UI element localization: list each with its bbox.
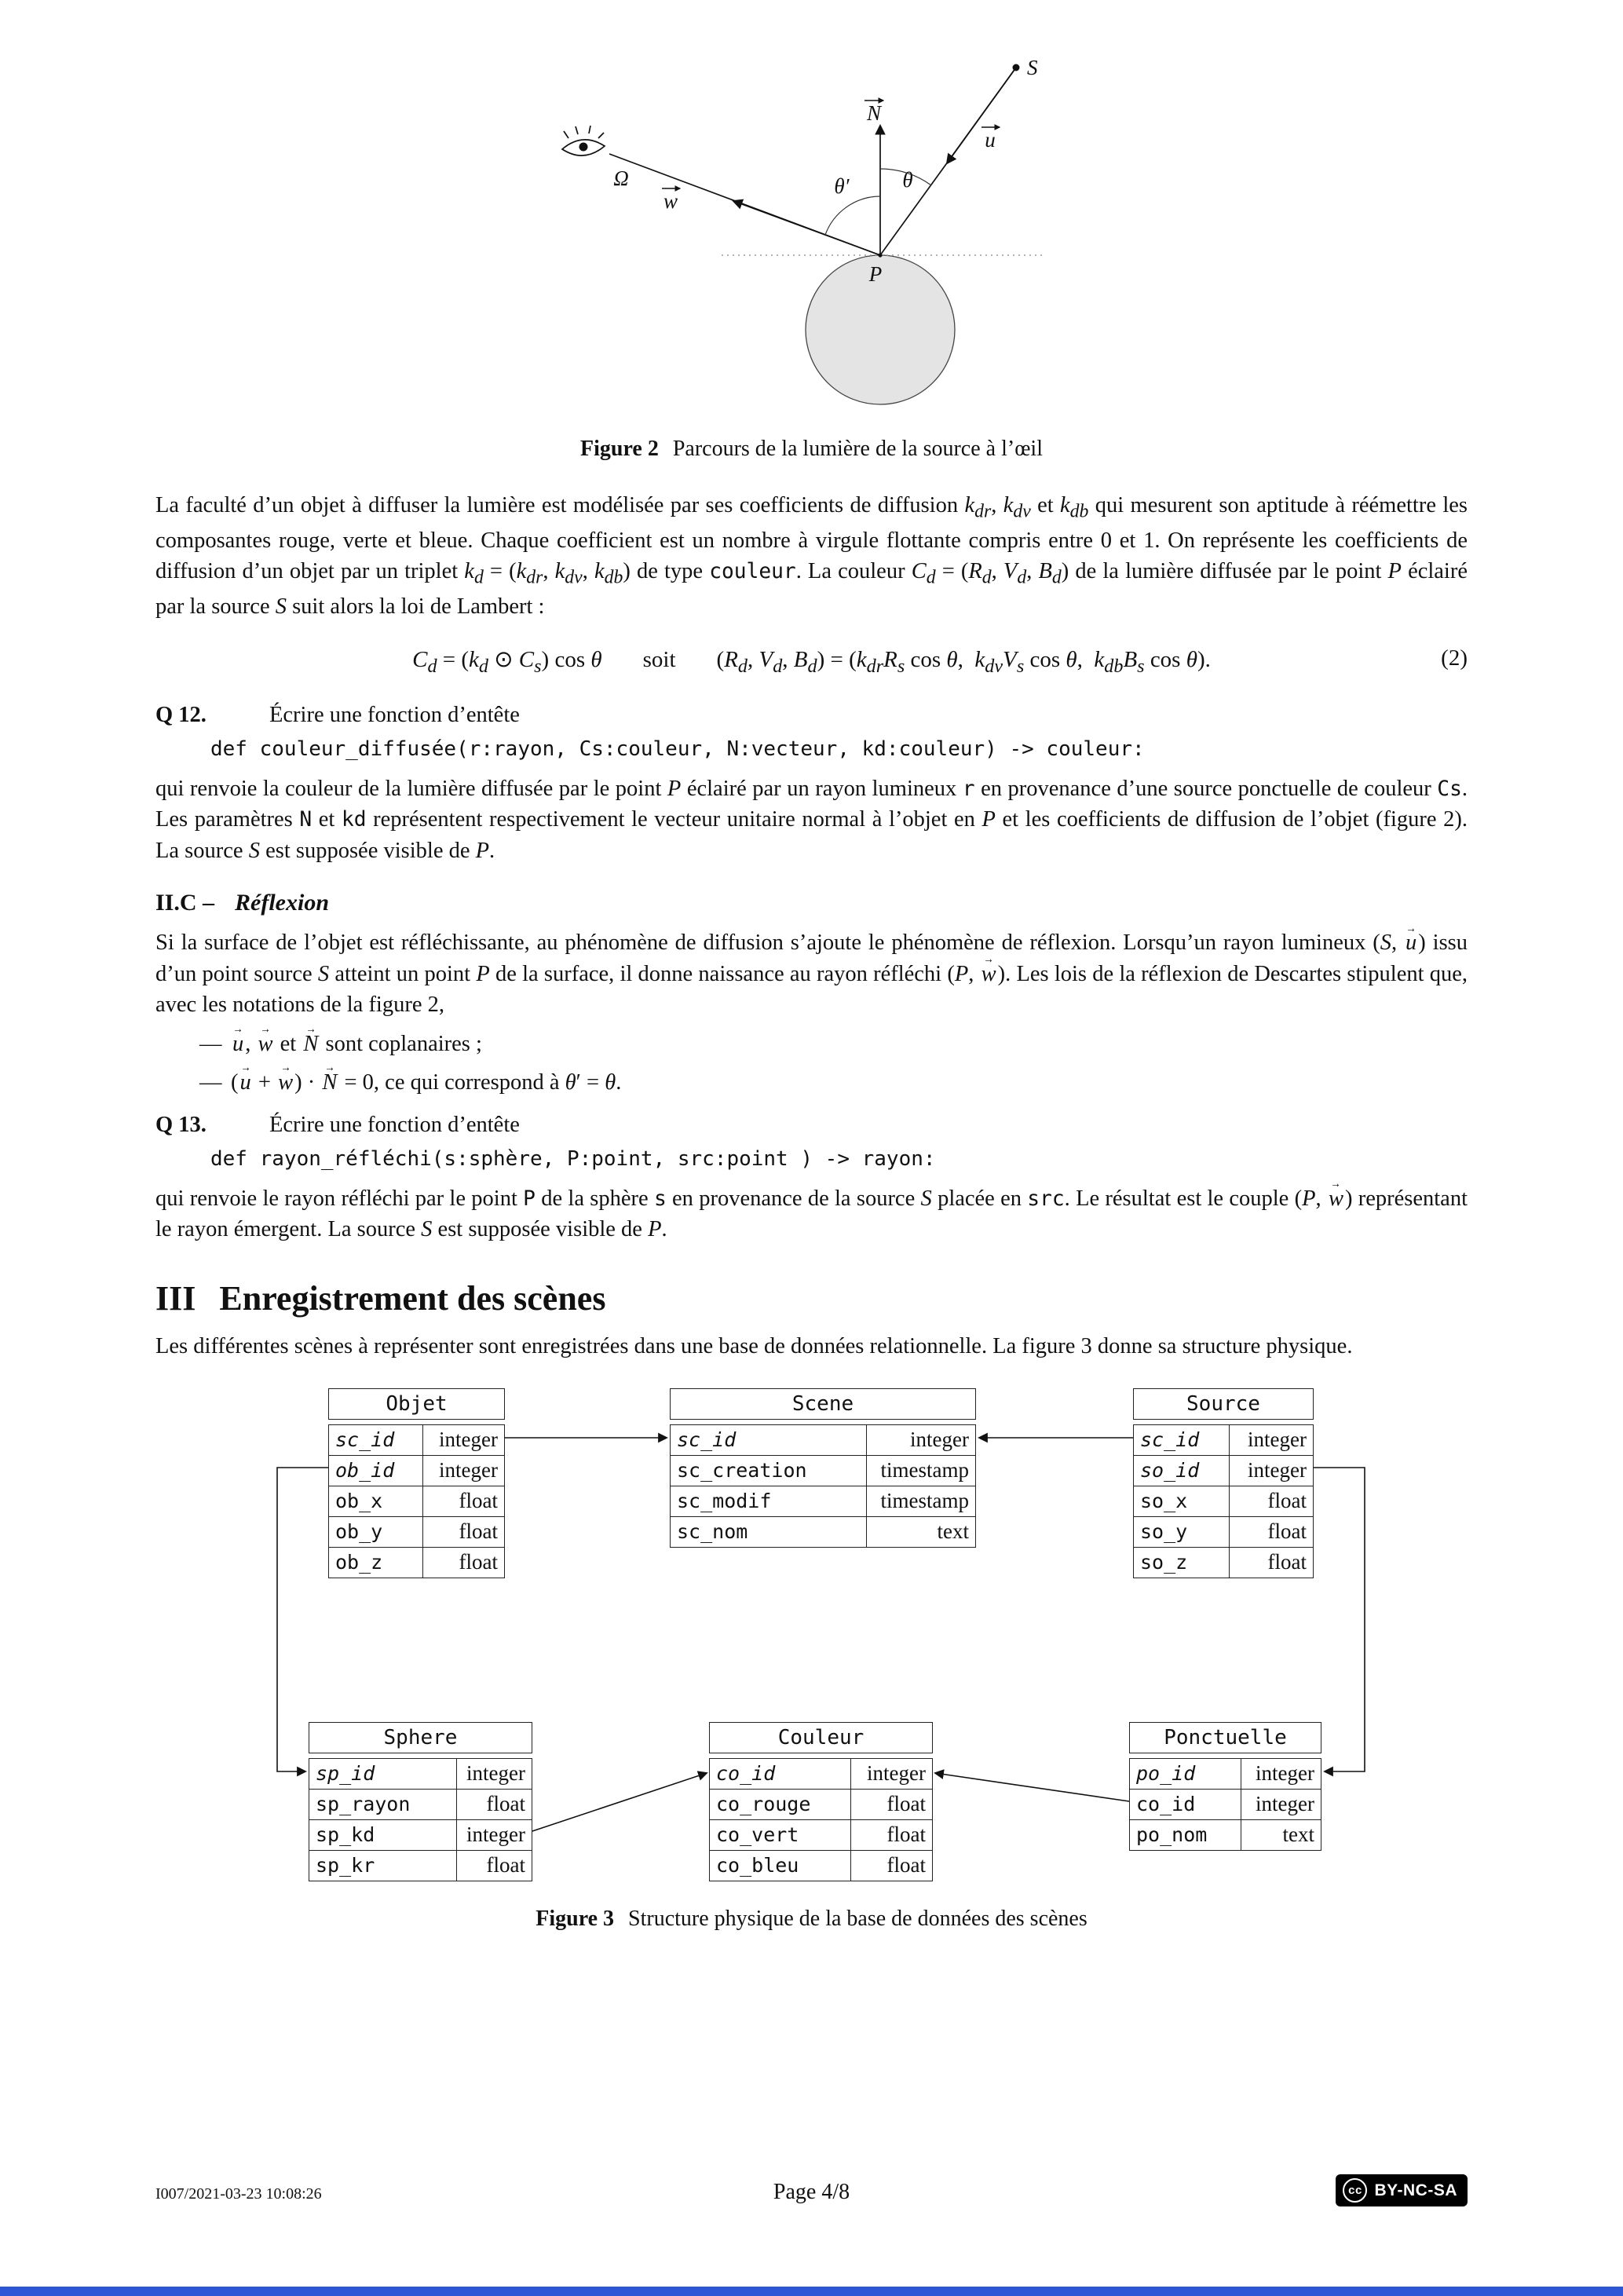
column-name: so_y	[1134, 1517, 1230, 1547]
link-ponctuelle-couleur	[935, 1773, 1129, 1801]
eye-icon	[562, 126, 605, 155]
point-p-dot	[878, 253, 882, 257]
equation-number: (2)	[1441, 645, 1468, 671]
column-type: integer	[1248, 1458, 1307, 1483]
question-13-lead: Écrire une fonction d’entête	[269, 1112, 520, 1137]
figure3-caption	[155, 1907, 1468, 1932]
section-iii-title: Enregistrement des scènes	[219, 1278, 606, 1318]
column-name: sp_id	[309, 1759, 457, 1789]
column-type: integer	[867, 1761, 926, 1786]
equation-body: $C_d = (k_d$ ⊙ $C_s$) cos θ soit ($R_d$, $V_d$, $B_d) = (k_{dr}R_s$ cos θ, $k_{dv}V_s$ cos θ, $k_{db}B_s$ cos θ).	[412, 647, 1211, 677]
cc-license-text: BY-NC-SA	[1374, 2181, 1457, 2199]
figure2-caption	[155, 437, 1468, 462]
cc-license-badge	[1336, 2174, 1468, 2206]
question-12-label: Q 12.	[155, 702, 207, 727]
question-13	[155, 1113, 1468, 1138]
figure2	[545, 38, 1079, 430]
table-row	[1130, 1789, 1321, 1819]
theta-prime-arc	[825, 196, 880, 235]
table-row	[329, 1425, 504, 1455]
table-row	[329, 1516, 504, 1547]
table-scene	[670, 1388, 976, 1548]
column-type: integer	[466, 1823, 525, 1847]
table-row	[329, 1486, 504, 1516]
table-row	[329, 1547, 504, 1578]
column-type: float	[486, 1853, 525, 1877]
bullet-produit-scalaire	[155, 1067, 1468, 1098]
column-name: sp_rayon	[309, 1790, 457, 1819]
column-name: so_id	[1134, 1456, 1230, 1486]
label-s: S	[1026, 56, 1037, 79]
table-row	[710, 1789, 932, 1819]
table-row	[710, 1850, 932, 1881]
column-type: float	[486, 1792, 525, 1816]
table-row	[671, 1425, 975, 1455]
column-type: integer	[1256, 1761, 1314, 1786]
column-type: timestamp	[880, 1458, 969, 1483]
column-name: po_id	[1130, 1759, 1241, 1789]
equation-2	[155, 645, 1468, 678]
question-12	[155, 703, 1468, 728]
column-type: integer	[1256, 1792, 1314, 1816]
page-footer	[155, 2166, 1468, 2210]
column-name: co_rouge	[710, 1790, 851, 1819]
incident-arrow	[947, 68, 1016, 163]
intro-paragraph: La faculté d’un objet à diffuser la lumière est modélisée par ses coefficients de diffusion $k_{dr}$, $k_{dv}$ et $k_{db}$ qui mesurent son aptitude à réémettre les composantes rouge, verte et bleue. Chaque coefficient est un nombre à virgule flottante compris entre 0 et 1. On représente les coefficients de diffusion d’un objet par un triplet $k_d = (k_{dr}$, $k_{dv}$, $k_{db}$) de type couleur. La couleur $C_d = (R_d$, $V_d$, $B_d$) de la lumière diffusée par le point P éclairé par la source S suit alors la loi de Lambert :	[155, 493, 1468, 619]
table-row	[1134, 1455, 1313, 1486]
label-omega: Ω	[612, 166, 629, 190]
column-name: sp_kd	[309, 1820, 457, 1850]
column-type: float	[1267, 1550, 1307, 1574]
column-type: integer	[1248, 1428, 1307, 1452]
column-type: float	[886, 1823, 926, 1847]
table-objet-title: Objet	[328, 1388, 505, 1420]
table-sphere	[309, 1722, 532, 1881]
cc-icon: cc	[1343, 2178, 1367, 2203]
column-name: sp_kr	[309, 1851, 457, 1881]
question-13-label: Q 13.	[155, 1112, 207, 1137]
table-row	[1134, 1516, 1313, 1547]
document-content	[155, 35, 1468, 1960]
column-type: text	[937, 1519, 969, 1544]
table-row	[1130, 1819, 1321, 1850]
column-type: float	[886, 1792, 926, 1816]
figure3	[155, 1388, 1468, 1885]
column-type: float	[1267, 1489, 1307, 1513]
section-iic-title: Réflexion	[235, 890, 330, 916]
table-row	[710, 1759, 932, 1789]
table-row	[1134, 1486, 1313, 1516]
column-name: sc_nom	[671, 1517, 867, 1547]
bottom-blue-bar	[0, 2287, 1623, 2296]
column-name: ob_x	[329, 1486, 423, 1516]
table-couleur-title: Couleur	[709, 1722, 933, 1753]
table-ponctuelle-title: Ponctuelle	[1129, 1722, 1321, 1753]
figure2-caption-text: Parcours de la lumière de la source à l’œil	[672, 437, 1043, 461]
question-13-paragraph: qui renvoie le rayon réfléchi par le point P de la sphère s en provenance de la source S placée en src. Le résultat est le couple (P, w →) représentant le rayon émergent. La source S est supposée visible de P.	[155, 1183, 1468, 1245]
column-type: float	[459, 1550, 498, 1574]
column-name: ob_z	[329, 1548, 423, 1578]
column-name: sc_creation	[671, 1456, 867, 1486]
table-objet	[328, 1388, 505, 1578]
table-row	[710, 1819, 932, 1850]
bullet-coplanaires	[155, 1029, 1468, 1059]
table-row	[1134, 1425, 1313, 1455]
column-name: so_x	[1134, 1486, 1230, 1516]
column-type: float	[459, 1489, 498, 1513]
bullet-text: u →, w → et N → sont coplanaires ;	[231, 1032, 482, 1056]
table-couleur	[709, 1722, 933, 1881]
column-name: co_vert	[710, 1820, 851, 1850]
question-12-code: def couleur_diffusée(r:rayon, Cs:couleur, N:vecteur, kd:couleur) -> couleur:	[210, 737, 1145, 761]
question-13-code: def rayon_réfléchi(s:sphère, P:point, src:point ) -> rayon:	[210, 1146, 936, 1171]
table-source	[1133, 1388, 1314, 1578]
table-row	[309, 1850, 532, 1881]
section-iii-paragraph: Les différentes scènes à représenter sont enregistrées dans une base de données relationnelle. La figure 3 donne sa structure physique.	[155, 1333, 1353, 1358]
link-sphere-couleur	[532, 1773, 707, 1831]
column-name: sc_modif	[671, 1486, 867, 1516]
column-type: float	[459, 1519, 498, 1544]
column-type: integer	[910, 1428, 969, 1452]
section-heading-iii	[155, 1278, 1468, 1318]
question-12-lead: Écrire une fonction d’entête	[269, 702, 520, 727]
table-row	[309, 1759, 532, 1789]
column-name: co_id	[1130, 1790, 1241, 1819]
section-iic-label: II.C –	[155, 890, 215, 916]
table-row	[329, 1455, 504, 1486]
column-name: so_z	[1134, 1548, 1230, 1578]
table-row	[1130, 1759, 1321, 1789]
column-name: sc_id	[329, 1425, 423, 1455]
column-type: integer	[439, 1428, 498, 1452]
label-p: P	[868, 262, 882, 286]
table-scene-title: Scene	[670, 1388, 976, 1420]
column-name: po_nom	[1130, 1820, 1241, 1850]
table-row	[671, 1455, 975, 1486]
figure3-caption-label: Figure 3	[536, 1907, 615, 1932]
reflexion-paragraph: Si la surface de l’objet est réfléchissante, au phénomène de diffusion s’ajoute le phénomène de réflexion. Lorsqu’un rayon lumineux (S, u →) issu d’un point source S atteint un point P de la surface, il donne naissance au rayon réfléchi (P, w →). Les lois de la réflexion de Descartes stipulent que, avec les notations de la figure 2,	[155, 927, 1468, 1020]
column-type: text	[1282, 1823, 1314, 1847]
page-number: Page 4/8	[773, 2180, 850, 2204]
section-heading-iic	[155, 890, 1468, 916]
column-name: ob_y	[329, 1517, 423, 1547]
bullet-text: (u → + w →) · N → = 0, ce qui correspond à θ′ = θ.	[231, 1070, 621, 1095]
bullet-dash: —	[199, 1070, 222, 1095]
table-ponctuelle	[1129, 1722, 1321, 1851]
figure2-diagram	[545, 38, 1079, 430]
figure2-caption-label: Figure 2	[580, 437, 659, 461]
question-12-paragraph: qui renvoie la couleur de la lumière diffusée par le point P éclairé par un rayon lumineux r en provenance d’une source ponctuelle de couleur Cs. Les paramètres N et kd représentent respectivement le vecteur unitaire normal à l’objet en P et les coefficients de diffusion de l’objet (figure 2). La source S est supposée visible de P.	[155, 776, 1468, 863]
column-name: ob_id	[329, 1456, 423, 1486]
table-row	[309, 1819, 532, 1850]
column-name: co_bleu	[710, 1851, 851, 1881]
bullet-dash: —	[199, 1031, 222, 1056]
column-type: integer	[439, 1458, 498, 1483]
table-row	[309, 1789, 532, 1819]
table-row	[1134, 1547, 1313, 1578]
figure3-caption-text: Structure physique de la base de données des scènes	[628, 1907, 1087, 1932]
table-source-title: Source	[1133, 1388, 1314, 1420]
label-theta: θ	[901, 168, 913, 192]
label-n: N	[866, 101, 881, 125]
table-row	[671, 1486, 975, 1516]
column-type: float	[1267, 1519, 1307, 1544]
section-iii-label: III	[155, 1278, 196, 1318]
column-name: co_id	[710, 1759, 851, 1789]
label-w: w	[663, 189, 678, 213]
label-theta-prime: θ′	[833, 174, 850, 198]
table-sphere-title: Sphere	[309, 1722, 532, 1753]
column-name: sc_id	[1134, 1425, 1230, 1455]
column-type: integer	[466, 1761, 525, 1786]
document-id: I007/2021-03-23 10:08:26	[155, 2185, 322, 2203]
table-row	[671, 1516, 975, 1547]
label-u: u	[984, 128, 996, 152]
column-type: float	[886, 1853, 926, 1877]
column-type: timestamp	[880, 1489, 969, 1513]
reflected-arrow	[733, 201, 880, 255]
column-name: sc_id	[671, 1425, 867, 1455]
